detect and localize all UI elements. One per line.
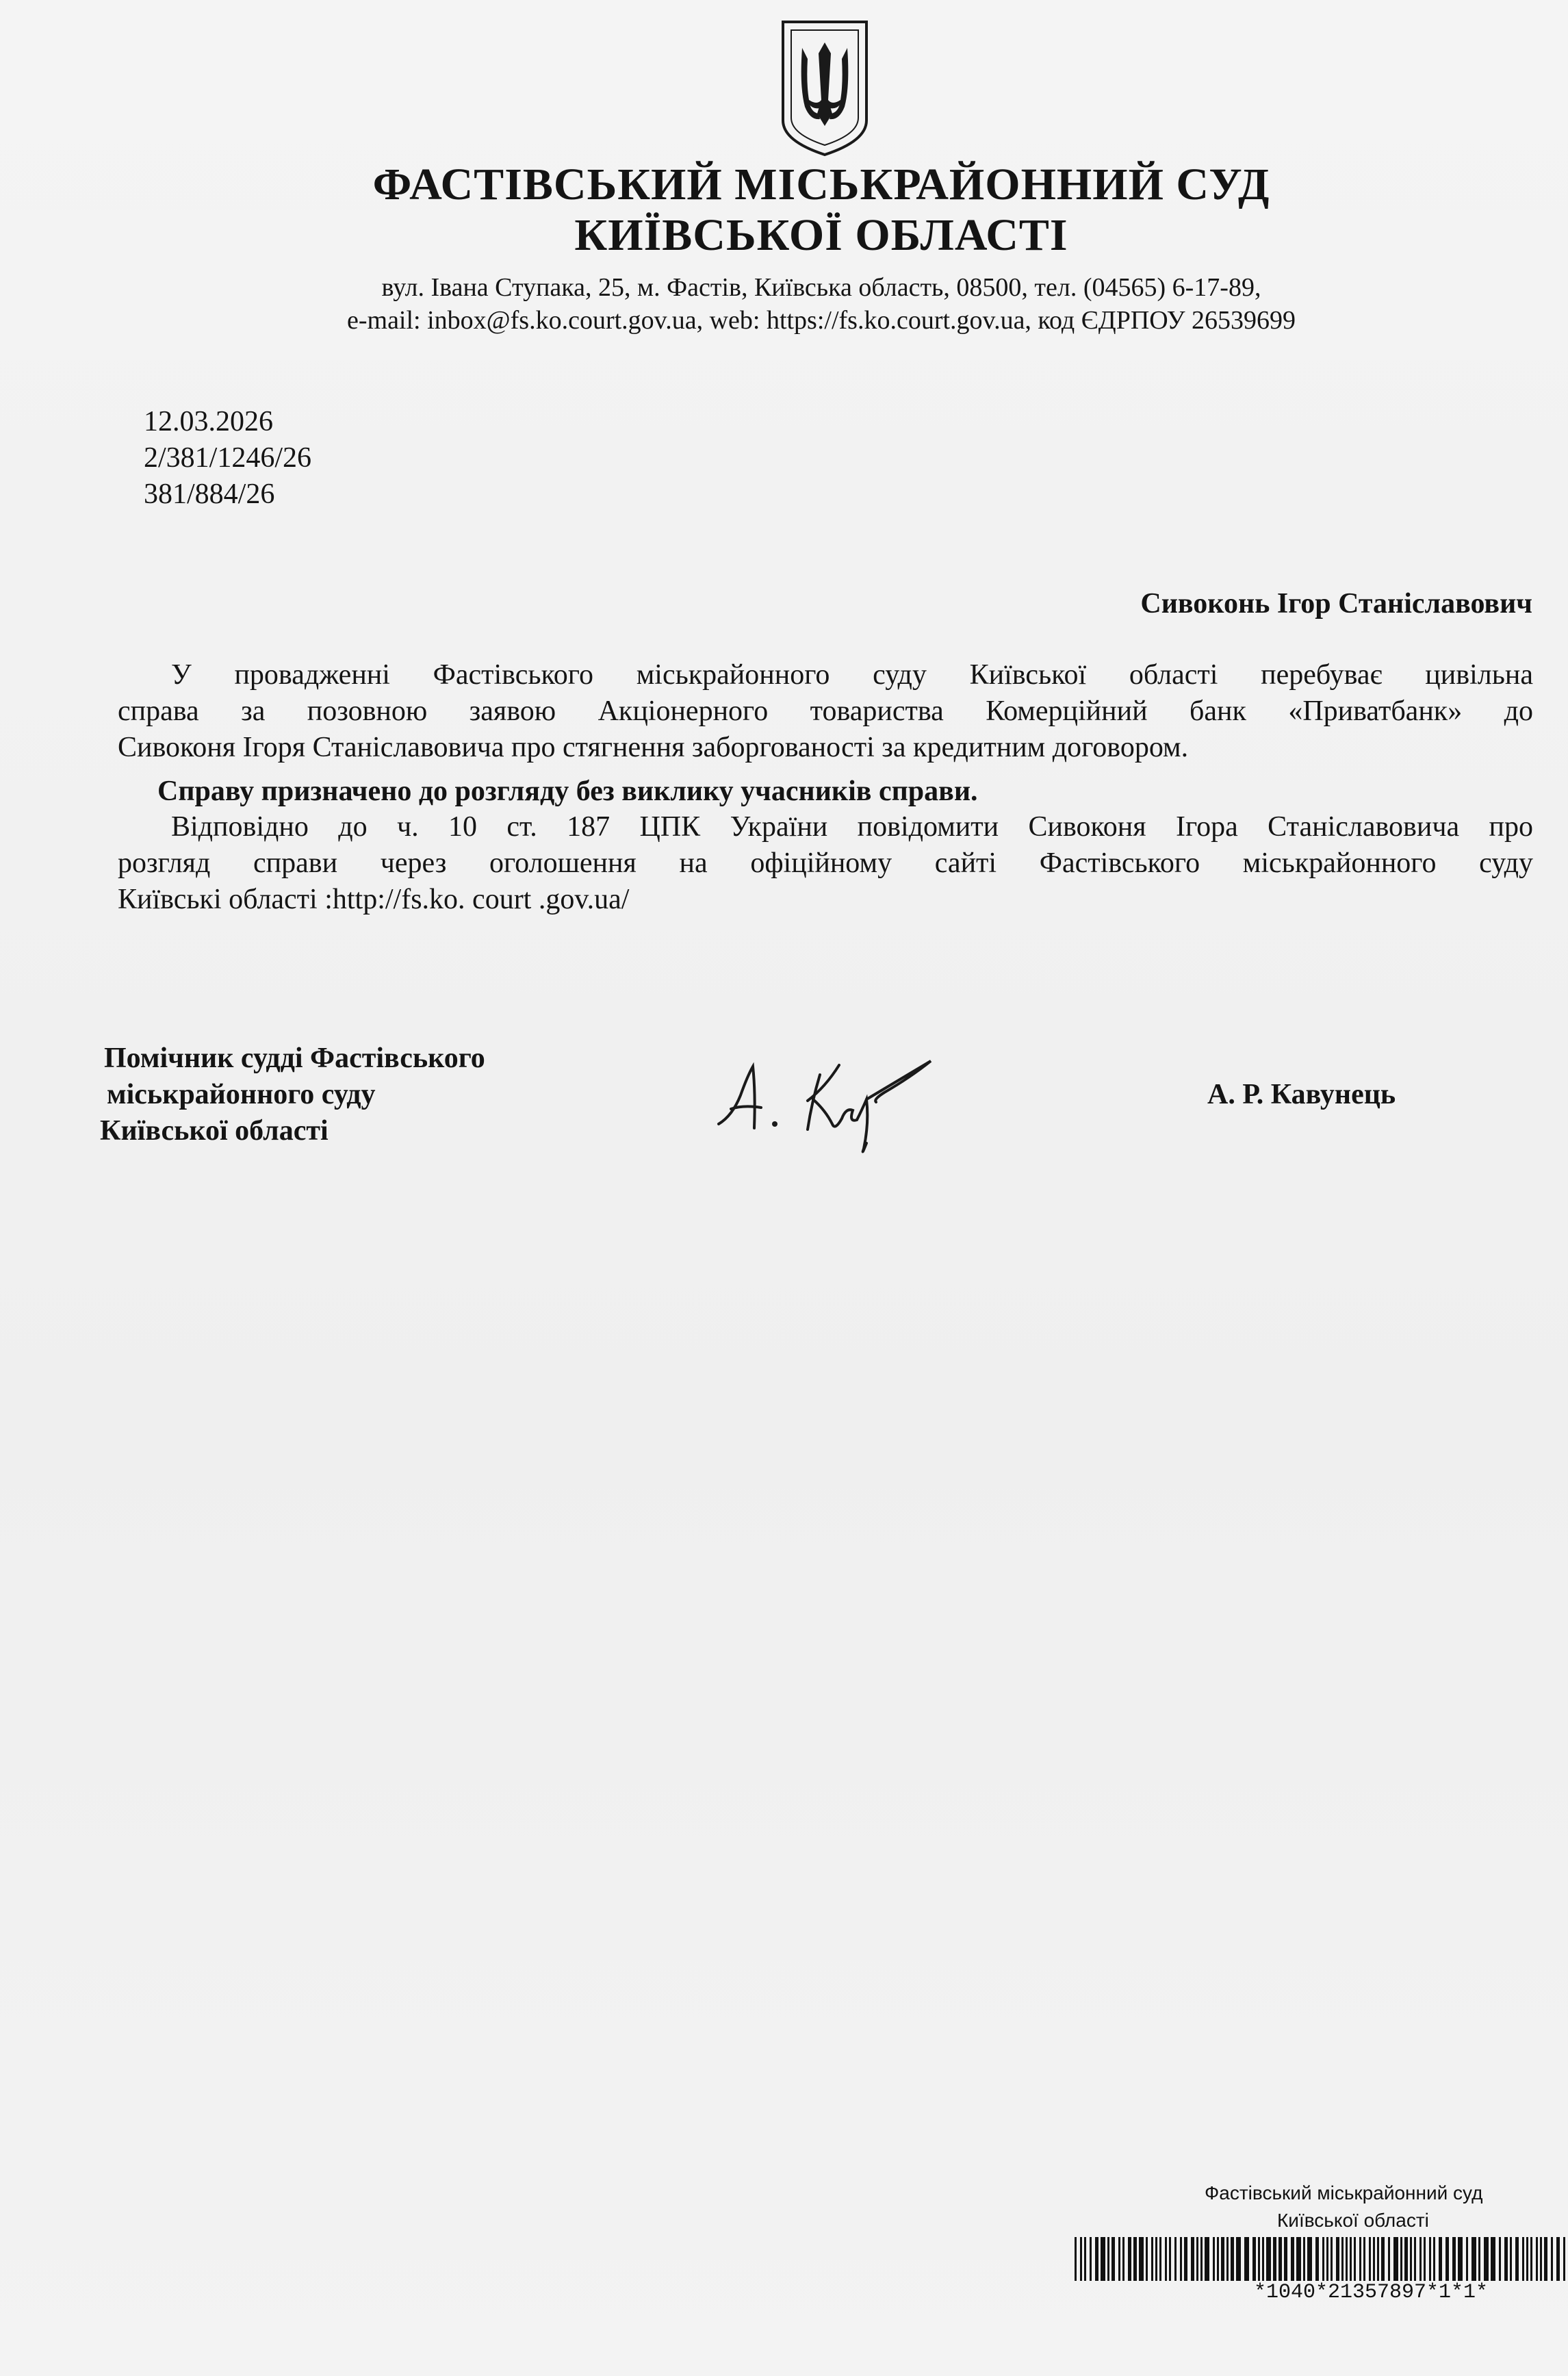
barcode-bar bbox=[1200, 2237, 1203, 2281]
barcode-bar bbox=[1231, 2237, 1234, 2281]
barcode-bar bbox=[1563, 2237, 1565, 2281]
court-address-line: вул. Івана Ступака, 25, м. Фастів, Київська область, 08500, тел. (04565) 6-17-89, bbox=[381, 273, 1261, 302]
body-line: справа за позовною заявою Акціонерного товариства Комерційний банк «Приватбанк» до bbox=[118, 695, 1533, 727]
barcode-bar bbox=[1491, 2237, 1495, 2281]
barcode-bar bbox=[1278, 2237, 1282, 2281]
barcode-bar bbox=[1266, 2237, 1271, 2281]
barcode-bar bbox=[1180, 2237, 1182, 2281]
barcode-bar bbox=[1540, 2237, 1542, 2281]
barcode-bar bbox=[1107, 2237, 1109, 2281]
hearing-notice: Справу призначено до розгляду без виклику учасників справи. bbox=[157, 776, 978, 807]
barcode-bar bbox=[1196, 2237, 1198, 2281]
barcode-bar bbox=[1258, 2237, 1260, 2281]
barcode-bar bbox=[1410, 2237, 1412, 2281]
barcode-bar bbox=[1128, 2237, 1131, 2281]
barcode-bar bbox=[1377, 2237, 1379, 2281]
barcode-bar bbox=[1315, 2237, 1319, 2281]
barcode-bar bbox=[1515, 2237, 1519, 2281]
barcode-number: *1040*21357897*1*1* bbox=[1254, 2281, 1489, 2304]
barcode-bar bbox=[1504, 2237, 1508, 2281]
body-line: Київські області :http://fs.ko. court .gov.ua/ bbox=[118, 884, 630, 915]
stamp-court-name: Фастівський міськрайонний суд bbox=[1205, 2182, 1483, 2203]
barcode-bar bbox=[1111, 2237, 1115, 2281]
ukraine-trident-icon bbox=[777, 18, 872, 157]
barcode-bar bbox=[1363, 2237, 1365, 2281]
barcode-bar bbox=[1191, 2237, 1194, 2281]
barcode-bar bbox=[1133, 2237, 1137, 2281]
barcode-bar bbox=[1080, 2237, 1082, 2281]
barcode-bar bbox=[1122, 2237, 1124, 2281]
barcode-bar bbox=[1184, 2237, 1187, 2281]
barcode-bar bbox=[1205, 2237, 1209, 2281]
barcode-bar bbox=[1291, 2237, 1294, 2281]
barcode-bar bbox=[1445, 2237, 1449, 2281]
barcode-bar bbox=[1466, 2237, 1468, 2281]
barcode-bar bbox=[1139, 2237, 1144, 2281]
barcode-bar bbox=[1303, 2237, 1305, 2281]
barcode-bar bbox=[1146, 2237, 1148, 2281]
barcode-bar bbox=[1478, 2237, 1480, 2281]
barcode-bar bbox=[1373, 2237, 1375, 2281]
barcode-bar bbox=[1075, 2237, 1077, 2281]
barcode-bar bbox=[1221, 2237, 1224, 2281]
body-line: У провадженні Фастівського міськрайонного суду Київської області перебуває цивільна bbox=[171, 659, 1533, 691]
barcode-bar bbox=[1090, 2237, 1092, 2281]
barcode-bar bbox=[1244, 2237, 1249, 2281]
barcode-bar bbox=[1433, 2237, 1435, 2281]
barcode-bar bbox=[1296, 2237, 1301, 2281]
court-name-line2: КИЇВСЬКОЇ ОБЛАСТІ bbox=[574, 210, 1068, 260]
barcode-bar bbox=[1381, 2237, 1385, 2281]
barcode-bar bbox=[1226, 2237, 1229, 2281]
barcode-bar bbox=[1217, 2237, 1219, 2281]
barcode-bar bbox=[1414, 2237, 1416, 2281]
barcode-bar bbox=[1522, 2237, 1524, 2281]
barcode-bar bbox=[1471, 2237, 1476, 2281]
barcode-bar bbox=[1155, 2237, 1157, 2281]
barcode-bar bbox=[1322, 2237, 1324, 2281]
signer-position-line: Київської області bbox=[100, 1115, 329, 1147]
barcode-bar bbox=[1118, 2237, 1120, 2281]
body-line: Сивоконя Ігоря Станіславовича про стягнення заборгованості за кредитним договором. bbox=[118, 732, 1189, 763]
court-name-line1: ФАСТІВСЬКИЙ МІСЬКРАЙОННИЙ СУД bbox=[372, 159, 1270, 209]
barcode-bar bbox=[1369, 2237, 1371, 2281]
signer-position bbox=[100, 1040, 485, 1149]
handwritten-signature bbox=[705, 1034, 965, 1157]
barcode-bar bbox=[1429, 2237, 1431, 2281]
barcode-bar bbox=[1400, 2237, 1402, 2281]
barcode-bar bbox=[1510, 2237, 1512, 2281]
body-paragraph-1 bbox=[118, 657, 1533, 766]
barcode-bar bbox=[1165, 2237, 1167, 2281]
barcode-bar bbox=[1336, 2237, 1339, 2281]
barcode-bar bbox=[1551, 2237, 1553, 2281]
barcode-bar bbox=[1404, 2237, 1408, 2281]
barcode-bar bbox=[1262, 2237, 1264, 2281]
barcode-bar bbox=[1095, 2237, 1098, 2281]
barcode-bar bbox=[1151, 2237, 1153, 2281]
barcode-bar bbox=[1359, 2237, 1361, 2281]
barcode-bar bbox=[1452, 2237, 1456, 2281]
barcode-bar bbox=[1439, 2237, 1442, 2281]
barcode-bar bbox=[1419, 2237, 1422, 2281]
signer-position-line: Помічник судді Фастівського bbox=[104, 1043, 485, 1074]
court-contacts-line: e-mail: inbox@fs.ko.court.gov.ua, web: https://fs.ko.court.gov.ua, код ЄДРПОУ 26539699 bbox=[346, 306, 1296, 335]
barcode-bar bbox=[1236, 2237, 1241, 2281]
barcode-bar bbox=[1174, 2237, 1177, 2281]
barcode-bar bbox=[1530, 2237, 1532, 2281]
barcode-bar bbox=[1544, 2237, 1547, 2281]
barcode-bar bbox=[1341, 2237, 1344, 2281]
barcode-bar bbox=[1536, 2237, 1538, 2281]
case-number: 2/381/1246/26 bbox=[144, 442, 312, 474]
barcode-bar bbox=[1101, 2237, 1105, 2281]
body-line: розгляд справи через оголошення на офіційному сайті Фастівського міськрайонного суду bbox=[118, 847, 1533, 879]
barcode-bar bbox=[1393, 2237, 1398, 2281]
barcode-bar bbox=[1159, 2237, 1161, 2281]
barcode-bar bbox=[1499, 2237, 1501, 2281]
barcode-bar bbox=[1326, 2237, 1328, 2281]
barcode-bar bbox=[1307, 2237, 1312, 2281]
barcode-bar bbox=[1556, 2237, 1560, 2281]
signer-name: А. Р. Кавунець bbox=[1207, 1079, 1396, 1110]
barcode-bar bbox=[1484, 2237, 1489, 2281]
body-paragraph-2 bbox=[118, 809, 1533, 918]
barcode-bar bbox=[1213, 2237, 1215, 2281]
barcode-bar bbox=[1526, 2237, 1528, 2281]
barcode-bar bbox=[1252, 2237, 1256, 2281]
barcode-bar bbox=[1346, 2237, 1348, 2281]
barcode-bar bbox=[1169, 2237, 1171, 2281]
document-date: 12.03.2026 bbox=[144, 406, 273, 437]
barcode-bar bbox=[1458, 2237, 1463, 2281]
barcode-bar bbox=[1388, 2237, 1390, 2281]
stamp-region: Київської області bbox=[1277, 2210, 1429, 2231]
signer-position-line: міськрайонного суду bbox=[107, 1079, 376, 1110]
barcode-bar bbox=[1284, 2237, 1287, 2281]
barcode-bar bbox=[1084, 2237, 1086, 2281]
addressee-name: Сивоконь Ігор Станіславович bbox=[1140, 588, 1532, 619]
barcode-bar bbox=[1354, 2237, 1356, 2281]
barcode-bar bbox=[1350, 2237, 1352, 2281]
barcode-bar bbox=[1331, 2237, 1333, 2281]
barcode-bar bbox=[1273, 2237, 1276, 2281]
barcode-bar bbox=[1424, 2237, 1426, 2281]
barcode bbox=[1073, 2237, 1568, 2281]
body-line: Відповідно до ч. 10 ст. 187 ЦПК України повідомити Сивоконя Ігора Станіславовича про bbox=[171, 811, 1533, 843]
outgoing-number: 381/884/26 bbox=[144, 478, 275, 510]
